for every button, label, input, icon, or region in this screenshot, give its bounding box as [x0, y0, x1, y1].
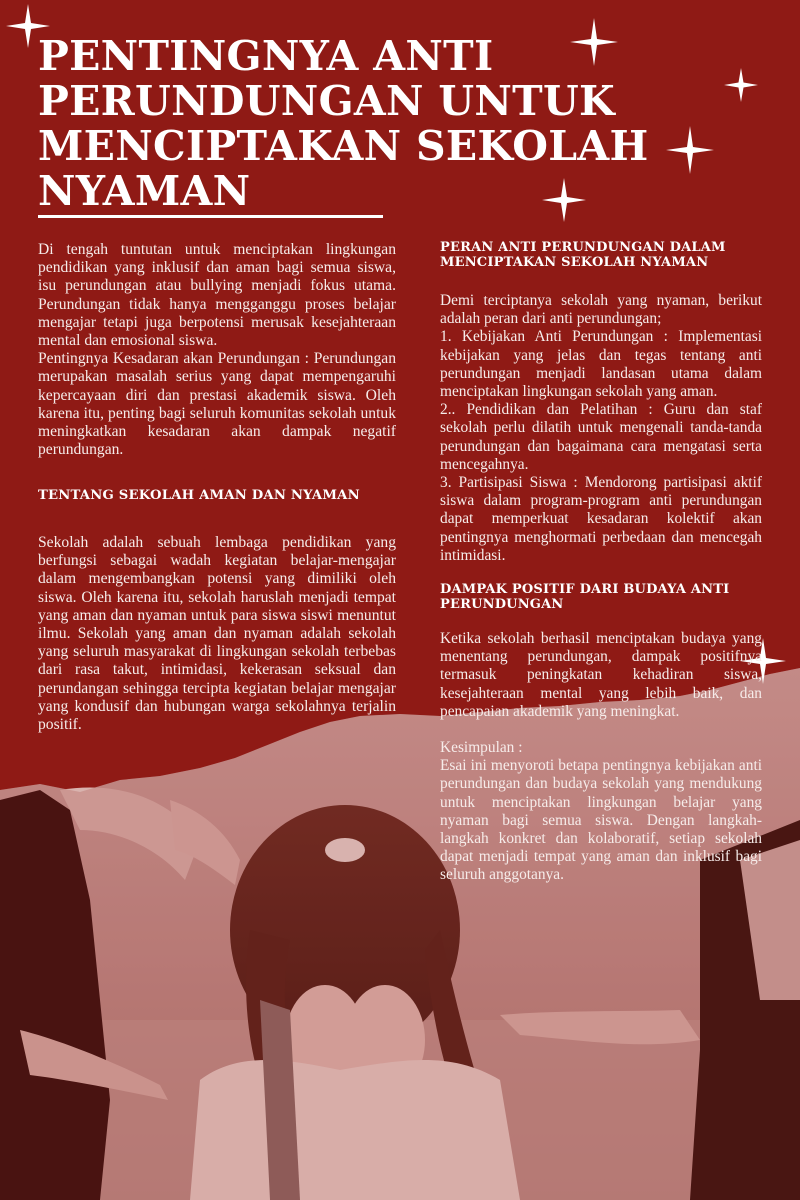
page-title: PENTINGNYA ANTI PERUNDUNGAN UNTUK MENCIPTAKAN SEKOLAH NYAMAN: [38, 32, 649, 215]
role-point-1: 1. Kebijakan Anti Perundungan : Implementasi kebijakan yang jelas dan tegas tentang anti perundungan menjadi landasan utama dalam menciptakan lingkungan sekolah yang aman.: [440, 328, 762, 401]
conclusion-label: Kesimpulan :: [440, 739, 523, 757]
right-column: [440, 241, 762, 885]
title-underline: [38, 215, 383, 218]
section-heading-impact: DAMPAK POSITIF DARI BUDAYA ANTI PERUNDUNGAN: [440, 582, 730, 612]
left-column: [38, 241, 396, 734]
conclusion-paragraph: Esai ini menyoroti betapa pentingnya kebijakan anti perundungan dan budaya sekolah yang mendukung untuk menciptakan lingkungan belajar yang nyaman bagi semua siswa. Dengan langkah-langkah konkret dan kolaboratif, setiap sekolah dapat menjadi tempat yang aman dan inklusif bagi seluruh anggotanya.: [440, 757, 762, 884]
intro-paragraph: Di tengah tuntutan untuk menciptakan lingkungan pendidikan yang inklusif dan aman bagi semua siswa, isu perundungan atau bullying menjadi fokus utama. Perundungan tidak hanya mengganggu proses belajar mengajar tetapi juga berpotensi merusak kesejahteraan mental dan emosional siswa.: [38, 241, 396, 350]
safe-school-paragraph: Sekolah adalah sebuah lembaga pendidikan yang berfungsi sebagai wadah kegiatan belajar-mengajar dalam mengembangkan potensi yang dimiliki oleh siswa. Oleh karena itu, sekolah haruslah menjadi tempat yang aman dan nyaman untuk para siswa siswi menuntut ilmu. Sekolah yang aman dan nyaman adalah sekolah yang seluruh masyarakat di lingkungan sekolah terbebas dari rasa takut, intimidasi, kekerasan seksual dan perundangan sehingga tercipta kegiatan belajar mengajar yang kondusif dan hubungan warga sekolahnya terjalin positif.: [38, 533, 396, 733]
section-heading-safe-school: TENTANG SEKOLAH AMAN DAN NYAMAN: [38, 488, 360, 504]
sparkle-star-icon: [722, 66, 760, 104]
section-heading-role: PERAN ANTI PERUNDUNGAN DALAM MENCIPTAKAN SEKOLAH NYAMAN: [440, 240, 726, 270]
role-point-2: 2.. Pendidikan dan Pelatihan : Guru dan staf sekolah perlu dilatih untuk mengenali tanda-tanda perundungan dan bagaimana cara mengatasi serta mencegahnya.: [440, 401, 762, 473]
role-point-3: 3. Partisipasi Siswa : Mendorong partisipasi aktif siswa dalam program-program anti perundungan dapat memperkuat kesadaran kolektif akan pentingnya menghormati perbedaan dan mencegah intimidasi.: [440, 474, 762, 564]
role-intro: Demi terciptanya sekolah yang nyaman, berikut adalah peran dari anti perundungan;: [440, 292, 762, 328]
impact-paragraph: Ketika sekolah berhasil menciptakan budaya yang menentang perundungan, dampak positifnya termasuk peningkatan kehadiran siswa, kesejahteraan mental yang lebih baik, dan pencapaian akademik yang meningkat.: [440, 630, 762, 720]
awareness-paragraph: Pentingnya Kesadaran akan Perundungan : Perundungan merupakan masalah serius yang dapat mempengaruhi kepercayaan diri dan prestasi akademik siswa. Oleh karena itu, penting bagi seluruh komunitas sekolah untuk meningkatkan kesadaran akan dampak negatif perundungan.: [38, 350, 396, 459]
